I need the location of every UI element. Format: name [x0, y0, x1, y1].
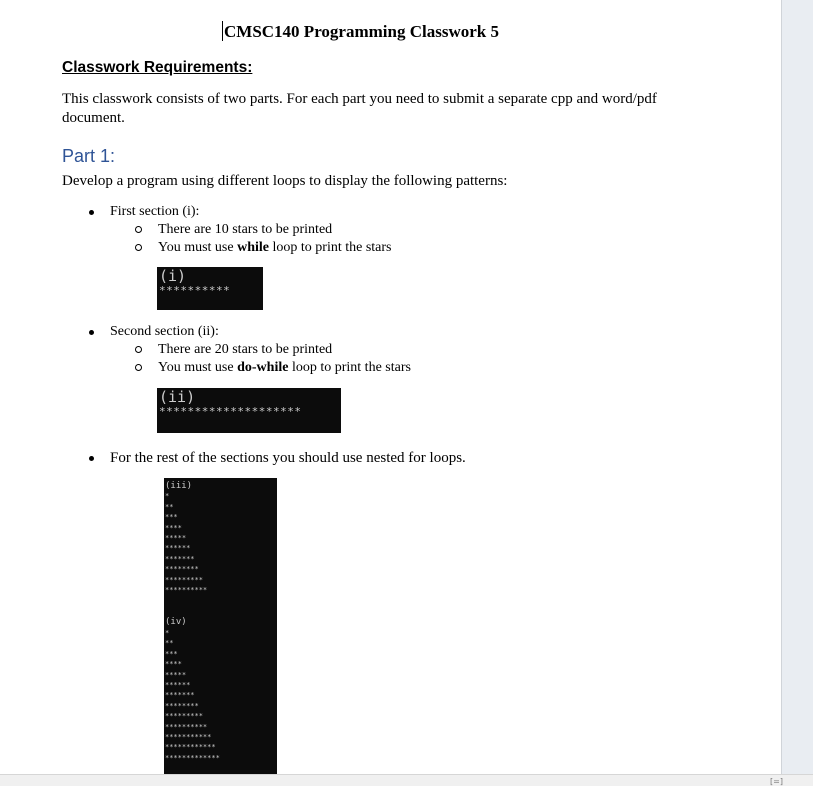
- view-toggle-icon[interactable]: [=]: [770, 777, 783, 786]
- console-iv-rows: * ** *** **** ***** ****** ******* ******** ********* ********** *********** ************ *************: [165, 628, 220, 762]
- section1-point2-keyword: while: [237, 240, 269, 255]
- document-title: [222, 21, 499, 43]
- console-iv-label: (iv): [165, 617, 187, 628]
- section1-point2-before: You must use: [158, 240, 238, 255]
- requirements-heading: Classwork Requirements:: [62, 59, 253, 76]
- intro-paragraph: This classwork consists of two parts. For each part you need to submit a separate cpp and word/pdf document.: [62, 91, 657, 126]
- section2-point2-before: You must use: [158, 360, 238, 375]
- section2-point2-after: loop to print the stars: [288, 360, 411, 375]
- console-i-label: (i): [159, 267, 187, 285]
- console-ii-label: (ii): [159, 388, 196, 406]
- bullet-icon: [89, 456, 94, 461]
- part1-description: Develop a program using different loops to display the following patterns:: [62, 173, 508, 189]
- console-output-i: [157, 267, 263, 310]
- console-spacer: [165, 595, 277, 617]
- section2-point1: There are 20 stars to be printed: [158, 342, 333, 357]
- bullet-icon: [89, 210, 94, 215]
- sub-bullet-icon: [135, 226, 142, 233]
- console-iii-label: (iii): [165, 481, 193, 491]
- sub-bullet-icon: [135, 364, 142, 371]
- bullet-icon: [89, 330, 94, 335]
- section3-label: For the rest of the sections you should use nested for loops.: [110, 450, 466, 466]
- sub-bullet-icon: [135, 244, 142, 251]
- console-i-stars: **********: [159, 284, 231, 297]
- text-cursor: [222, 21, 223, 41]
- console-output-nested: [164, 478, 277, 774]
- status-bar: [0, 774, 813, 786]
- document-title-text: CMSC140 Programming Classwork 5: [224, 22, 499, 41]
- section2-label: Second section (ii):: [110, 324, 219, 339]
- section1-point2-after: loop to print the stars: [269, 240, 392, 255]
- console-iii-rows: * ** *** **** ***** ****** ******* ******** ********* **********: [165, 492, 208, 595]
- right-gutter: [781, 0, 813, 774]
- section1-label: First section (i):: [110, 204, 200, 219]
- part1-heading: Part 1:: [62, 146, 116, 166]
- console-ii-stars: ********************: [159, 405, 302, 418]
- section2-point2-keyword: do-while: [237, 360, 289, 375]
- section1-point1: There are 10 stars to be printed: [158, 222, 333, 237]
- sub-bullet-icon: [135, 346, 142, 353]
- section1-point2: [158, 239, 392, 257]
- console-output-ii: [157, 388, 341, 433]
- section2-point2: [158, 359, 411, 377]
